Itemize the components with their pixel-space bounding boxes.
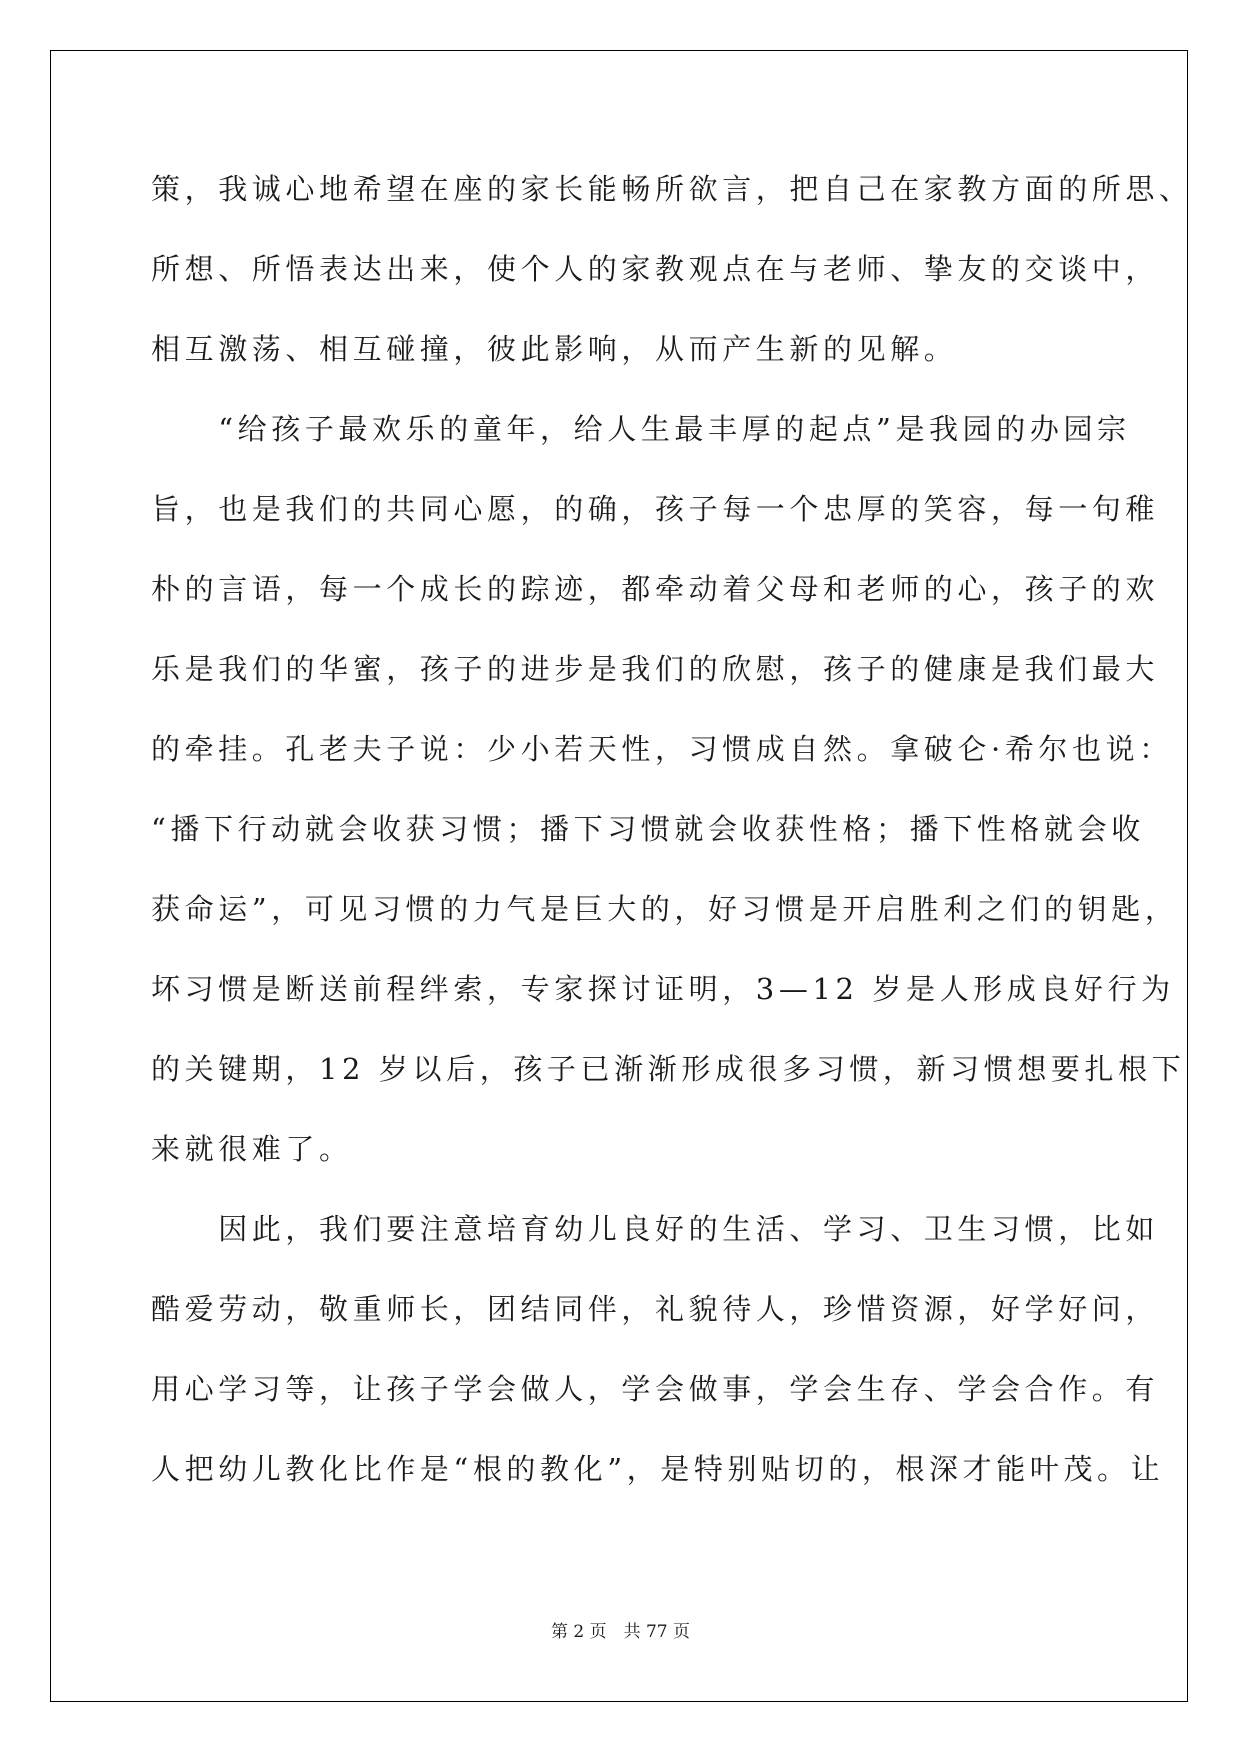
page-footer: 第 2 页 共 77 页 [550, 1622, 691, 1642]
text-line: 来就很难了。 [151, 1132, 353, 1166]
text-line: 坏习惯是断送前程绊索，专家探讨证明，3—12 岁是人形成良好行为 [151, 972, 1175, 1006]
text-line: 旨，也是我们的共同心愿，的确，孩子每一个忠厚的笑容，每一句稚 [151, 492, 1160, 526]
text-line: 获命运”，可见习惯的力气是巨大的，好习惯是开启胜利之们的钥匙， [151, 892, 1179, 926]
text-line: 的关键期，12 岁以后，孩子已渐渐形成很多习惯，新习惯想要扎根下 [151, 1052, 1186, 1086]
text-line: “播下行动就会收获习惯；播下习惯就会收获性格；播下性格就会收 [151, 812, 1145, 846]
text-line: 用心学习等，让孩子学会做人，学会做事，学会生存、学会合作。有 [151, 1372, 1160, 1406]
text-line: 人把幼儿教化比作是“根的教化”，是特别贴切的，根深才能叶茂。让 [151, 1452, 1165, 1486]
text-line: 策，我诚心地希望在座的家长能畅所欲言，把自己在家教方面的所思、 [151, 172, 1193, 206]
text-line: 所想、所悟表达出来，使个人的家教观点在与老师、挚友的交谈中， [151, 252, 1160, 286]
text-line: 的牵挂。孔老夫子说：少小若天性，习惯成自然。拿破仑·希尔也说： [151, 732, 1173, 766]
text-line: 朴的言语，每一个成长的踪迹，都牵动着父母和老师的心，孩子的欢 [151, 572, 1160, 606]
text-line: 酷爱劳动，敬重师长，团结同伴，礼貌待人，珍惜资源，好学好问， [151, 1292, 1160, 1326]
text-line: 乐是我们的华蜜，孩子的进步是我们的欣慰，孩子的健康是我们最大 [151, 652, 1160, 686]
text-line: 相互激荡、相互碰撞，彼此影响，从而产生新的见解。 [151, 332, 958, 366]
text-line: “给孩子最欢乐的童年，给人生最丰厚的起点”是我园的办园宗 [151, 412, 1131, 446]
text-line: 因此，我们要注意培育幼儿良好的生活、学习、卫生习惯，比如 [151, 1212, 1160, 1246]
